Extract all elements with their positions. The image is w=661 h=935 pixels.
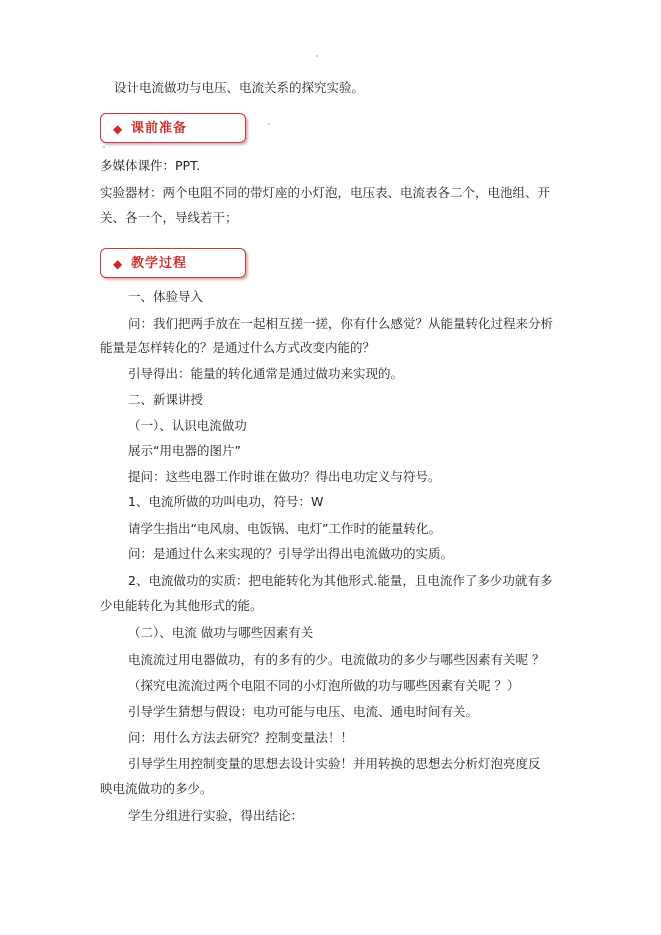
process-line: 1、电流所做的功叫电功，符号：W bbox=[128, 494, 324, 509]
materials-line-1: 实验器材：两个电阻不同的带灯座的小灯泡，电压表、电流表各二个，电池组、开 bbox=[100, 185, 551, 200]
decorative-dot bbox=[268, 123, 270, 125]
process-line: 映电流做功的多少。 bbox=[100, 781, 213, 796]
process-line: 展示“用电器的图片” bbox=[128, 443, 241, 458]
process-line: 电流流过用电器做功，有的多有的少。电流做功的多少与哪些因素有关呢 ？ bbox=[128, 652, 545, 667]
process-line: 引导学生用控制变量的思想去设计实验！并用转换的思想去分析灯泡亮度反 bbox=[128, 756, 541, 771]
process-line: （二）、电流 做功与哪些因素有关 bbox=[128, 625, 314, 640]
process-line: 一、体验导入 bbox=[128, 289, 204, 304]
process-line: （一）、认识电流做功 bbox=[128, 418, 247, 433]
process-line: 能量是怎样转化的？是通过什么方式改变内能的？ bbox=[100, 340, 376, 355]
process-line: 问：用什么方法去研究？控制变量法！！ bbox=[128, 730, 354, 745]
process-line: 二、新课讲授 bbox=[128, 392, 204, 407]
decorative-dot bbox=[316, 55, 318, 57]
courseware-line: 多媒体课件：PPT. bbox=[100, 158, 201, 173]
process-line: 提问：这些电器工作时谁在做功？得出电功定义与符号。 bbox=[128, 469, 441, 484]
decorative-dot bbox=[103, 146, 105, 148]
process-line: 问：是通过什么来实现的？引导学出得出电流做功的实质。 bbox=[128, 546, 454, 561]
diamond-bullet-icon: ◆ bbox=[113, 257, 123, 271]
process-line: 2、电流做功的实质：把电能转化为其他形式.能量，且电流作了多少功就有多 bbox=[128, 573, 553, 588]
diamond-bullet-icon: ◆ bbox=[113, 122, 123, 136]
materials-line-2: 关、各一个，导线若干； bbox=[100, 210, 238, 225]
section-tag-process bbox=[100, 248, 246, 278]
section-title-prep: 课前准备 bbox=[131, 121, 188, 136]
process-line: 引导得出：能量的转化通常是通过做功来实现的。 bbox=[128, 366, 404, 381]
process-line: 少电能转化为其他形式的能。 bbox=[100, 598, 263, 613]
process-line: 引导学生猜想与假设：电功可能与电压、电流、通电时间有关。 bbox=[128, 704, 479, 719]
process-line: （探究电流流过两个电阻不同的小灯泡所做的功与哪些因素有关呢 ？） bbox=[128, 678, 520, 693]
process-line: 学生分组进行实验，得出结论： bbox=[128, 808, 304, 823]
process-line: 请学生指出“电风扇、电饭锅、电灯”工作时的能量转化。 bbox=[128, 521, 441, 536]
section-tag-prep bbox=[100, 113, 246, 143]
section-title-process: 教学过程 bbox=[131, 256, 188, 271]
intro-line: 设计电流做功与电压、电流关系的探究实验。 bbox=[114, 80, 365, 95]
process-line: 问：我们把两手放在一起相互搓一搓，你有什么感觉？从能量转化过程来分析 bbox=[128, 316, 554, 331]
